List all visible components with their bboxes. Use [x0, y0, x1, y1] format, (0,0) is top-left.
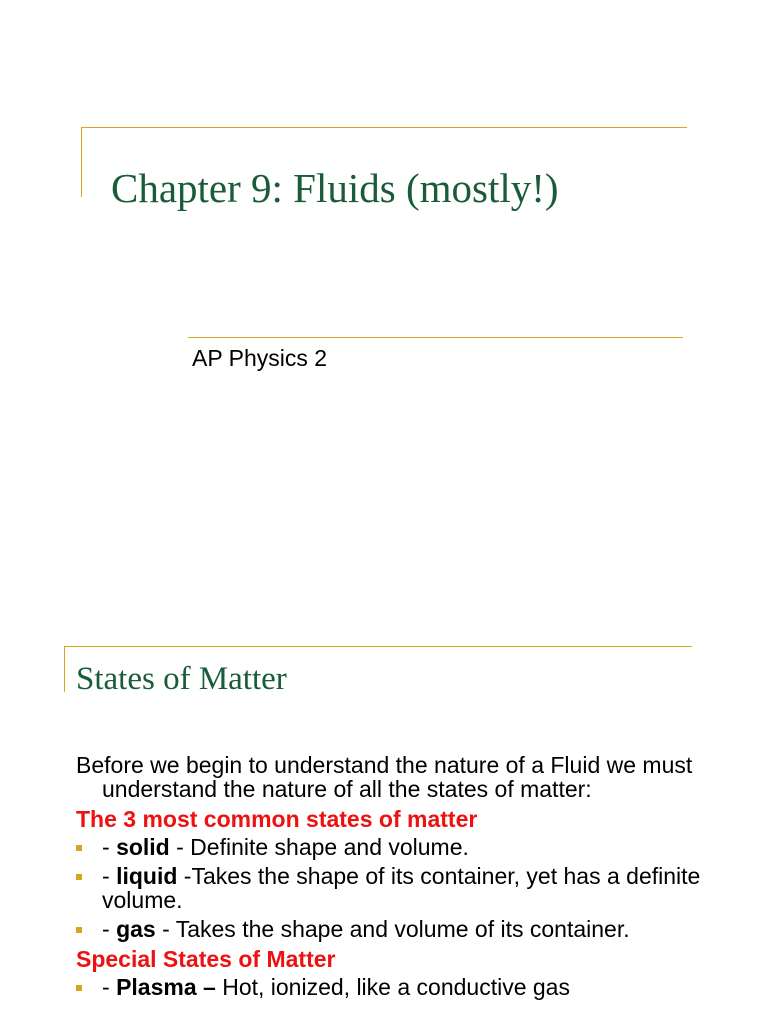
title-left-rule: [81, 127, 82, 197]
state-description: - Definite shape and volume.: [169, 834, 469, 860]
list-item: [76, 917, 706, 941]
square-bullet-icon: [76, 874, 82, 880]
bullet-prefix: -: [102, 974, 117, 1000]
state-term: solid: [116, 834, 170, 860]
special-states-heading: Special States of Matter: [76, 946, 336, 972]
bullet-prefix: -: [102, 834, 117, 860]
square-bullet-icon: [76, 927, 82, 933]
state-description: - Takes the shape and volume of its container.: [155, 916, 630, 942]
state-term: gas: [116, 916, 156, 942]
intro-paragraph: Before we begin to understand the nature of a Fluid we must understand the nature of all the states of matter:: [76, 752, 693, 802]
list-item: [76, 835, 706, 859]
common-states-heading: The 3 most common states of matter: [76, 806, 478, 832]
title-top-rule: [81, 127, 687, 128]
state-term: Plasma –: [116, 974, 216, 1000]
slide-body: [76, 753, 706, 1004]
state-description: -Takes the shape of its container, yet has a definite volume.: [102, 863, 701, 913]
list-item: [76, 975, 706, 999]
title-left-rule: [64, 646, 65, 692]
states-of-matter-slide: [0, 600, 768, 1024]
state-description: Hot, ionized, like a conductive gas: [215, 974, 570, 1000]
title-top-rule: [64, 646, 692, 647]
subtitle-rule: [188, 337, 683, 338]
slide-subtitle: AP Physics 2: [192, 345, 328, 371]
state-term: liquid: [116, 863, 178, 889]
list-item: [76, 864, 706, 912]
slide-title: States of Matter: [76, 661, 287, 697]
bullet-prefix: -: [102, 863, 117, 889]
bullet-prefix: -: [102, 916, 117, 942]
square-bullet-icon: [76, 845, 82, 851]
slide-title: Chapter 9: Fluids (mostly!): [111, 165, 559, 211]
square-bullet-icon: [76, 985, 82, 991]
